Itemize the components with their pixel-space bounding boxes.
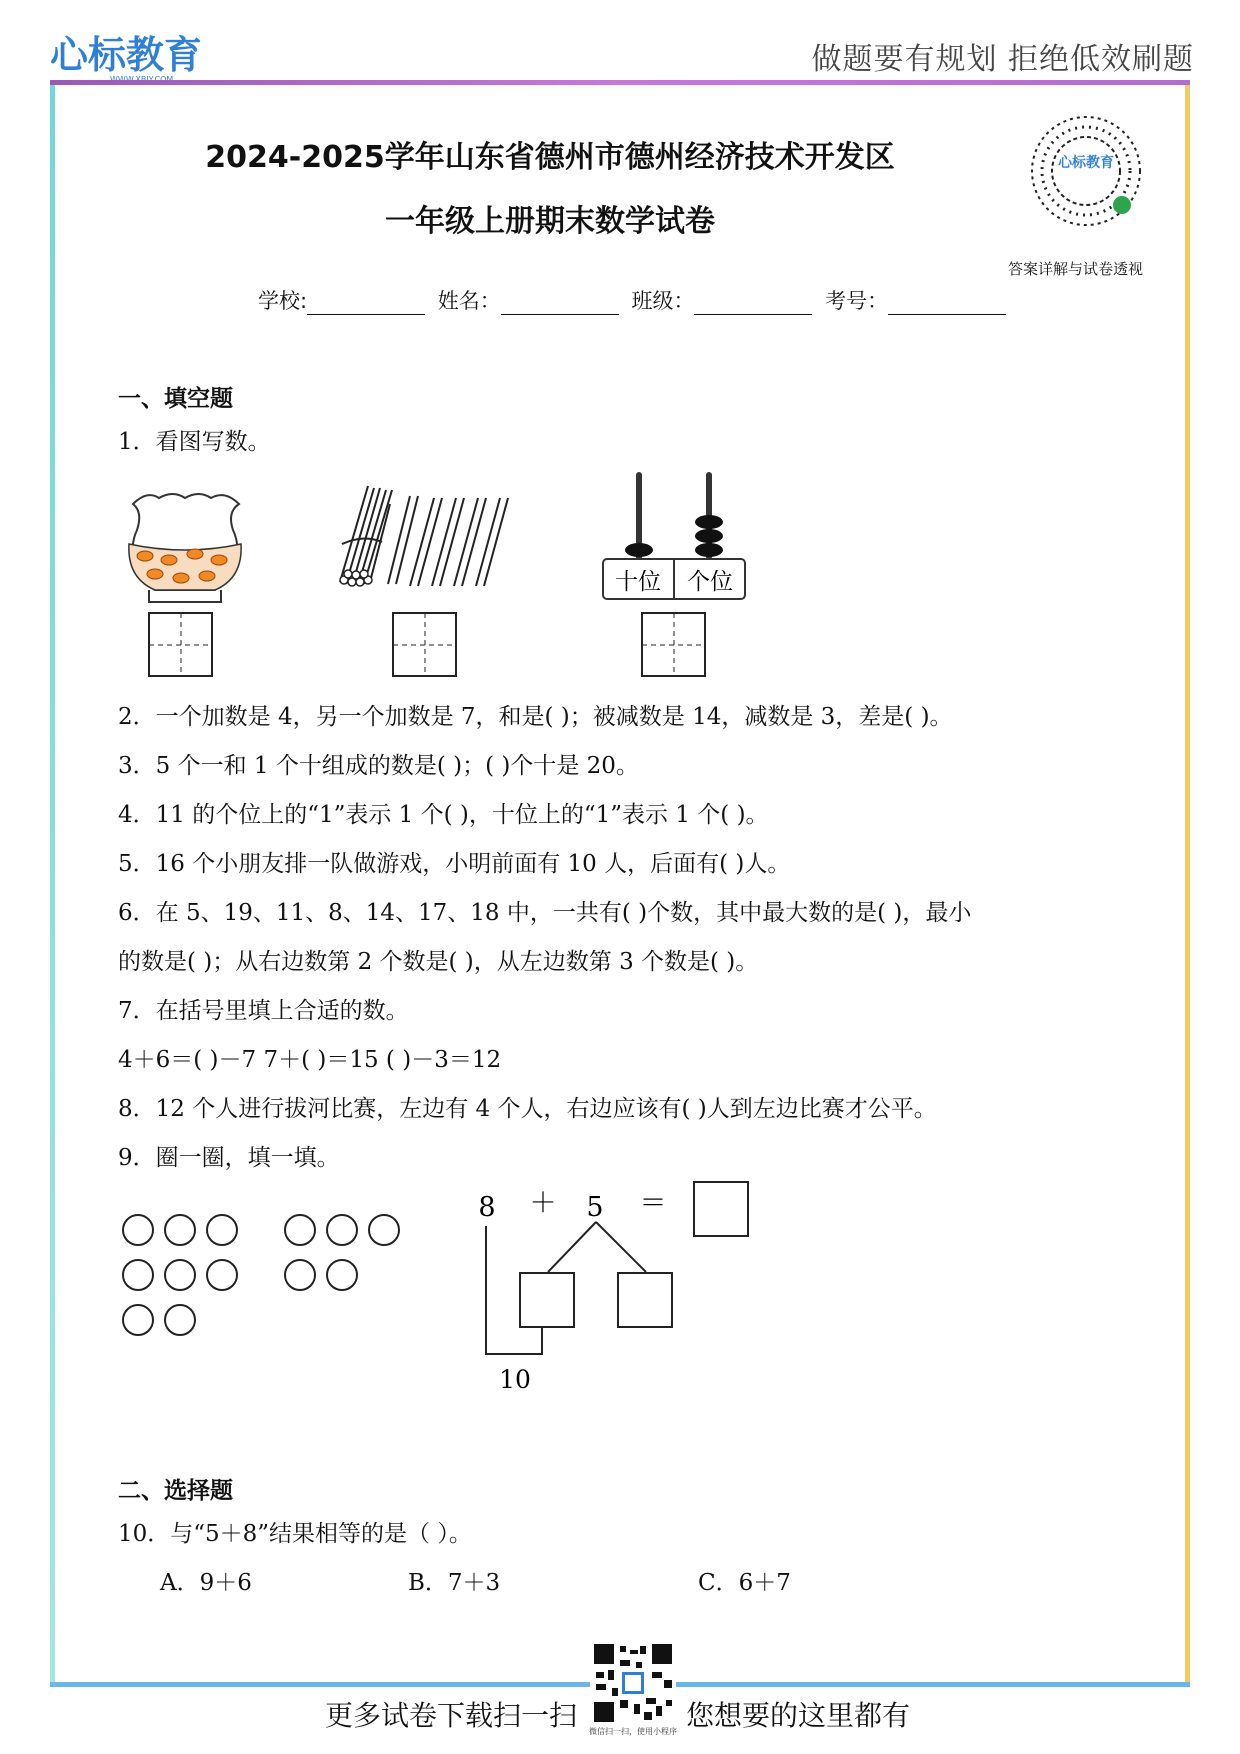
footer-left-text: 更多试卷下载扫一扫 xyxy=(325,1699,578,1732)
q1-answer-box-2[interactable] xyxy=(392,612,458,682)
q1-text: 1．看图写数。 xyxy=(118,429,271,455)
q9-addend-a: 8 xyxy=(478,1192,496,1223)
brand-main-text: 心标教育 xyxy=(50,33,200,77)
school-field[interactable] xyxy=(307,294,425,315)
q9-addend-b: 5 xyxy=(586,1192,604,1223)
abacus-tens-label: 十位 xyxy=(615,569,661,595)
q10-text: 10．与“5＋8”结果相等的是（ ）。 xyxy=(118,1521,472,1547)
section1-heading: 一、填空题 xyxy=(118,386,233,412)
q9-equals-sign: ＝ xyxy=(639,1188,667,1219)
q6-text-line1: 6．在 5、19、11、8、14、17、18 中，一共有( )个数，其中最大数的是( )，最小 xyxy=(118,900,972,926)
footer-qr-code[interactable] xyxy=(589,1640,677,1736)
qr-caption: 答案详解与试卷透视 xyxy=(1008,260,1144,278)
info-name-label: 姓名： xyxy=(437,289,501,313)
qr-code[interactable] xyxy=(1030,115,1142,227)
q9-split-box-left[interactable] xyxy=(520,1273,574,1327)
info-id-label: 考号： xyxy=(825,289,889,313)
q2-text: 2．一个加数是 4，另一个加数是 7，和是( )；被减数是 14，减数是 3，差是( )。 xyxy=(118,704,953,730)
footer-qr-caption: 微信扫一扫，使用小程序 xyxy=(589,1727,677,1736)
right-border xyxy=(1185,85,1190,1685)
q1-answer-box-3[interactable] xyxy=(641,612,707,682)
name-field[interactable] xyxy=(501,294,619,315)
exam-title-line2: 一年级上册期末数学试卷 xyxy=(385,204,715,239)
q5-text: 5．16 个小朋友排一队做游戏，小明前面有 10 人，后面有( )人。 xyxy=(118,851,791,877)
q3-text: 3．5 个一和 1 个十组成的数是( )；( )个十是 20。 xyxy=(118,753,639,779)
q9-circles-figure xyxy=(118,1212,408,1352)
q10-option-b[interactable]: B．7＋3 xyxy=(408,1570,501,1596)
q7-equations: 4＋6＝( )－7 7＋( )＝15 ( )－3＝12 xyxy=(118,1047,502,1073)
q9-make-ten-diagram xyxy=(470,1178,770,1402)
section2-heading: 二、选择题 xyxy=(118,1478,233,1504)
info-class-label: 班级： xyxy=(631,289,695,313)
sticks-bundle-figure xyxy=(330,482,510,596)
q9-text: 9．圈一圈，填一填。 xyxy=(118,1145,340,1171)
left-border xyxy=(50,85,55,1685)
qr-brand: 心标教育 xyxy=(1058,155,1114,171)
slogan: 做题要有规划 拒绝低效刷题 xyxy=(811,42,1194,77)
goldfish-bowl-figure xyxy=(115,490,255,612)
id-field[interactable] xyxy=(888,294,1006,315)
class-field[interactable] xyxy=(694,294,812,315)
q10-option-c[interactable]: C．6＋7 xyxy=(698,1570,791,1596)
q10-option-a[interactable]: A．9＋6 xyxy=(160,1570,252,1596)
q8-text: 8．12 个人进行拔河比赛，左边有 4 个人，右边应该有( )人到左边比赛才公平。 xyxy=(118,1096,937,1122)
q9-plus-sign: ＋ xyxy=(529,1188,557,1219)
info-school-label: 学校: xyxy=(258,289,308,313)
student-info xyxy=(258,285,1012,315)
q9-answer-box[interactable] xyxy=(694,1182,748,1236)
q4-text: 4．11 的个位上的“1”表示 1 个( )，十位上的“1”表示 1 个( )。 xyxy=(118,802,769,828)
footer-right-text: 您想要的这里都有 xyxy=(686,1699,911,1732)
exam-title-line1: 2024-2025学年山东省德州市德州经济技术开发区 xyxy=(205,140,895,175)
top-border xyxy=(50,80,1190,85)
q7-text: 7．在括号里填上合适的数。 xyxy=(118,998,409,1024)
abacus-figure xyxy=(600,468,750,604)
abacus-ones-label: 个位 xyxy=(687,569,733,595)
q9-ten-label: 10 xyxy=(499,1365,531,1394)
q1-answer-box-1[interactable] xyxy=(148,612,214,682)
brand-logo xyxy=(50,28,200,84)
q6-text-line2: 的数是( )；从右边数第 2 个数是( )，从左边数第 3 个数是( )。 xyxy=(118,949,759,975)
q9-split-box-right[interactable] xyxy=(618,1273,672,1327)
